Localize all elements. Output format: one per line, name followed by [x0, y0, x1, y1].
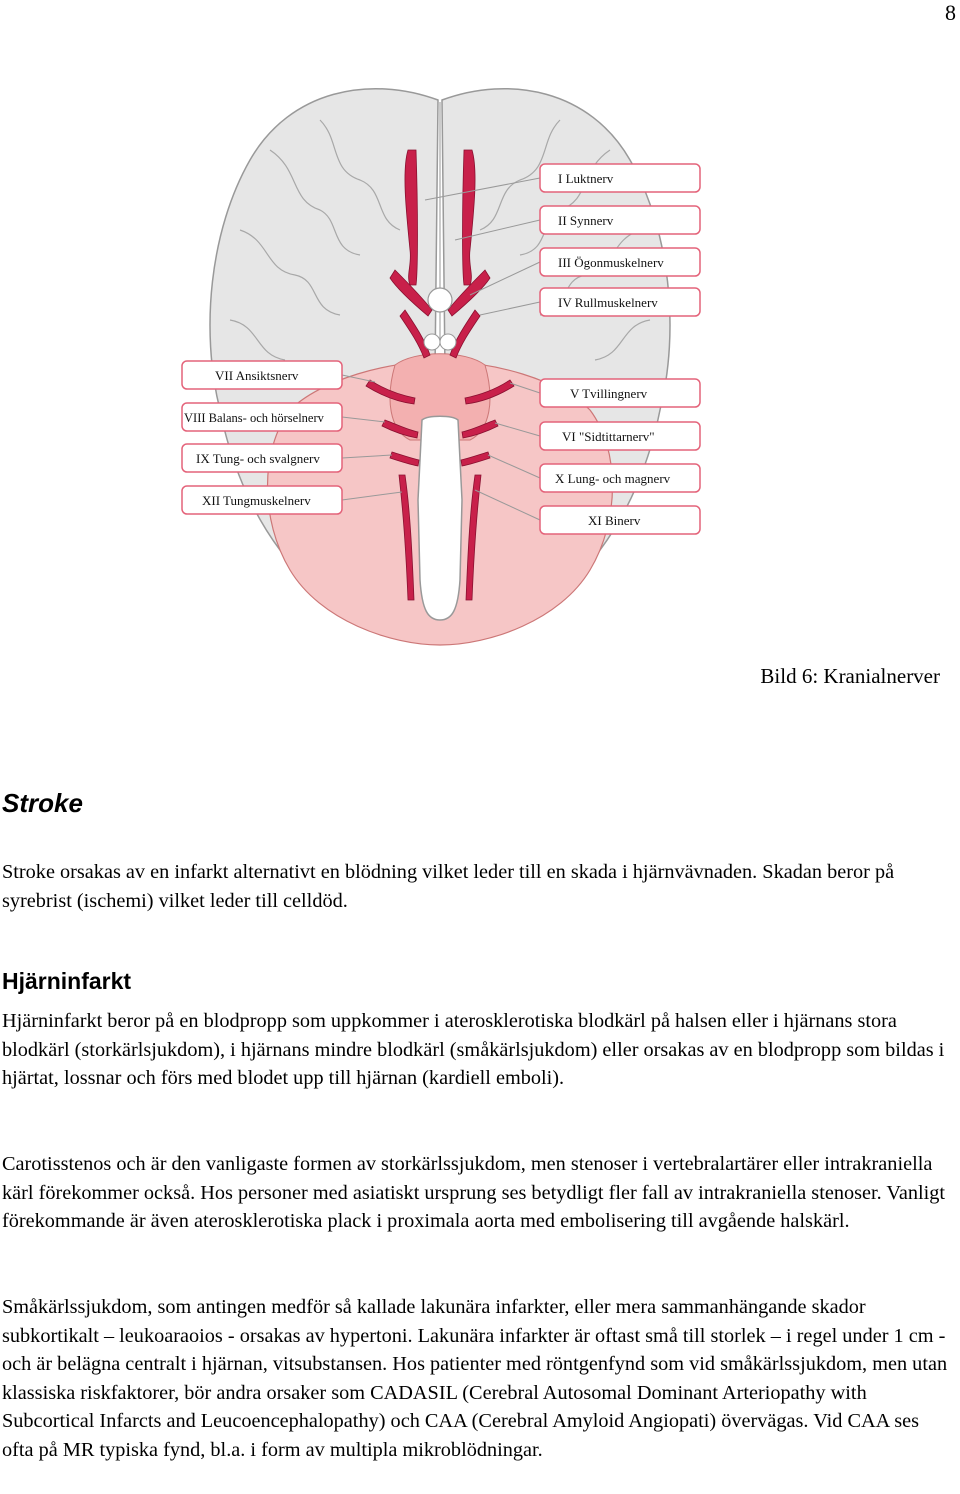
nerve-label-viii: VIII Balans- och hörselnerv [184, 411, 324, 425]
section-title: Stroke [2, 788, 83, 818]
nerve-label-vii: VII Ansiktsnerv [215, 368, 299, 383]
intro-paragraph: Stroke orsakas av en infarkt alternativt en blödning vilket leder till en skada i hjärnvävnaden. Skadan beror på syrebrist (ischemi) vilket leder till celldöd. [2, 861, 895, 912]
paragraph: Carotisstenos och är den vanligaste formen av storkärlssjukdom, men stenoser i vertebralartärer eller intrakraniella kärl förekommer också. Hos personer med asiatiskt ursprung ses betydligt fler fall av intrakraniella stenoser. Vanligt förekommande är även aterosklerotiska plack i proximala aorta med embolisering till avgående halskärl. [2, 1153, 946, 1233]
nerve-label-v: V Tvillingnerv [570, 386, 648, 401]
nerve-label-xi: XI Binerv [588, 513, 641, 528]
page-number: 8 [945, 0, 956, 25]
brainstem [418, 416, 462, 620]
nerve-label-vi: VI "Sidtittarnerv" [562, 429, 655, 444]
nerve-label-x: X Lung- och magnerv [555, 471, 671, 486]
brain-diagram [170, 80, 710, 660]
nerve-label-iii: III Ögonmuskelnerv [558, 255, 664, 270]
nerve-label-iv: IV Rullmuskelnerv [558, 295, 658, 310]
figure-caption: Bild 6: Kranialnerver [760, 664, 940, 688]
nerve-label-ix: IX Tung- och svalgnerv [196, 451, 320, 466]
cranial-nerves-figure [170, 80, 710, 660]
subsection-title: Hjärninfarkt [2, 968, 132, 994]
nerve-label-xii: XII Tungmuskelnerv [202, 493, 311, 508]
nerve-label-ii: II Synnerv [558, 213, 614, 228]
mammillary-left [424, 334, 440, 350]
paragraph: Hjärninfarkt beror på en blodpropp som uppkommer i aterosklerotiska blodkärl på halsen eller i hjärnans stora blodkärl (storkärlsjukdom), i hjärnans mindre blodkärl (småkärlsjukdom) eller orsakas av en blodpropp som bildas i hjärtat, lossnar och förs med blodet upp till hjärnan (kardiell emboli). [2, 1010, 945, 1090]
nerve-label-i: I Luktnerv [558, 171, 614, 186]
pituitary [428, 288, 452, 312]
mammillary-right [440, 334, 456, 350]
paragraph: Småkärlssjukdom, som antingen medför så kallade lakunära infarkter, eller mera sammanhängande skador subkortikalt – leukoaraoios - orsakas av hypertoni. Lakunära infarkter är oftast små till storlek – i regel under 1 cm - och är belägna centralt i hjärnan, vitsubstansen. Hos patienter med röntgenfynd som vid småkärlssjukdom, men utan klassiska riskfaktorer, bör andra orsaker som CADASIL (Cerebral Autosomal Dominant Arteriopathy with Subcortical Infarcts and Leucoencephalopathy) och CAA (Cerebral Amyloid Angiopati) övervägas. Vid CAA ses ofta på MR typiska fynd, bl.a. i form av multipla mikroblödningar. [2, 1296, 948, 1461]
